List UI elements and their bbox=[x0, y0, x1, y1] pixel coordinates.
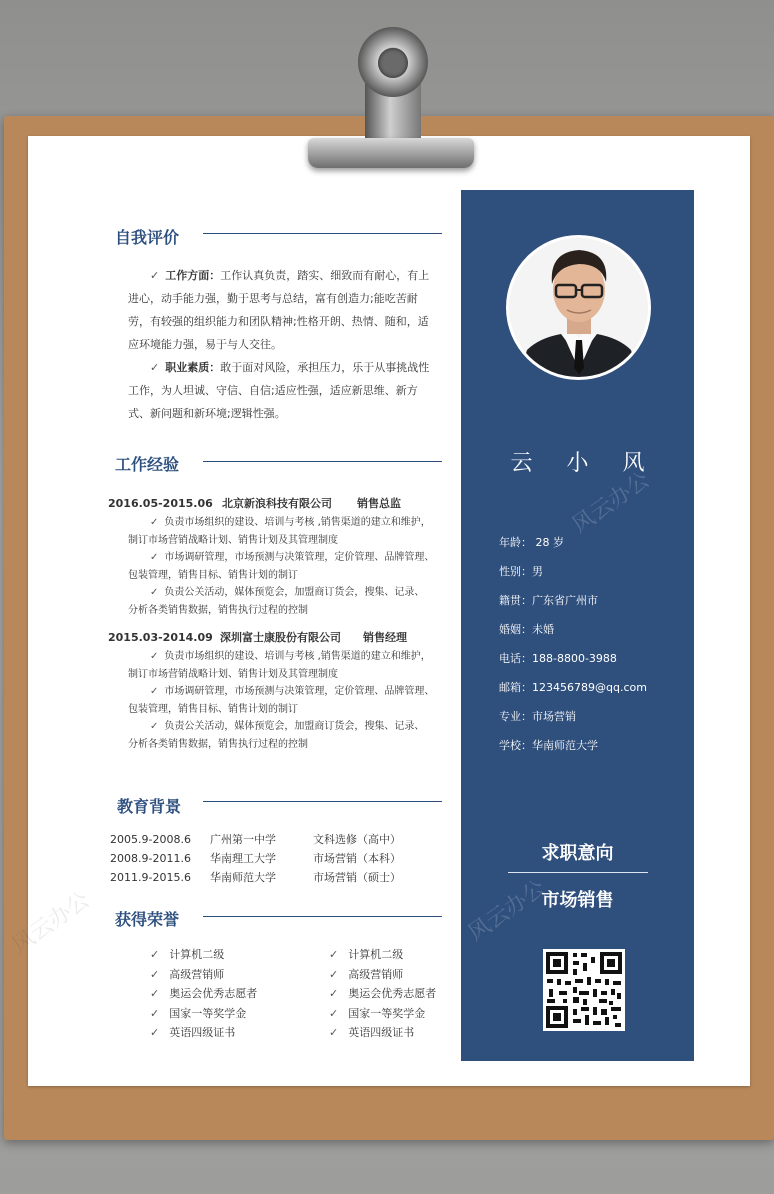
profile-phone: 电话：188-8800-3988 bbox=[499, 652, 617, 665]
binder-clip-base bbox=[308, 138, 474, 168]
qr-code-icon bbox=[543, 949, 625, 1031]
honor-item: ✓ 国家一等奖学金 bbox=[329, 1006, 426, 1020]
honor-item: ✓ 国家一等奖学金 bbox=[150, 1006, 247, 1020]
check-icon: ✓ bbox=[329, 948, 339, 961]
job-period: 2016.05-2015.06 bbox=[108, 497, 213, 510]
check-icon: ✓ bbox=[150, 987, 160, 1000]
check-icon: ✓ bbox=[150, 967, 160, 981]
job-entry bbox=[108, 494, 442, 619]
education-title: 教育背景 bbox=[117, 797, 182, 816]
honor-item: ✓ 高级营销师 bbox=[329, 967, 404, 981]
honor-item: ✓ 奥运会优秀志愿者 bbox=[329, 987, 437, 1000]
check-icon: ✓ bbox=[329, 1006, 339, 1020]
edu-school: 广州第一中学 bbox=[210, 833, 276, 846]
check-icon: ✓ bbox=[150, 686, 159, 697]
duty-line: ✓ 负责市场组织的建设、培训与考核 ,销售渠道的建立和维护， bbox=[150, 651, 431, 662]
experience-title: 工作经验 bbox=[115, 455, 180, 474]
experience-divider bbox=[203, 461, 442, 462]
edu-major: 文科选修（高中） bbox=[313, 833, 401, 846]
education-row bbox=[110, 849, 440, 868]
profile-age: 年龄： 28 岁 bbox=[499, 536, 564, 549]
check-icon: ✓ bbox=[150, 587, 159, 598]
watermark: 风云办公 bbox=[567, 467, 655, 539]
work-text: 工作认真负责，踏实、细致而有耐心，有上进心，动手能力强，勤于思考与总结，富有创造力;能吃苦耐劳，有较强的组织能力和团队精神;性格开朗、热情、随和，适应环境能力强，易于与人交往。 bbox=[128, 269, 430, 351]
check-icon: ✓ bbox=[150, 948, 160, 961]
job-duties bbox=[108, 514, 442, 619]
check-icon: ✓ bbox=[150, 361, 160, 374]
edu-period: 2008.9-2011.6 bbox=[110, 852, 191, 865]
job-duties bbox=[108, 648, 442, 753]
quality-text: 敢于面对风险，承担压力，乐于从事挑战性工作，为人坦诚、守信、自信;适应性强，适应新思维、新方式、新问题和新环境;逻辑性强。 bbox=[128, 361, 430, 420]
job-intent-title: 求职意向 bbox=[541, 843, 614, 864]
honors-divider bbox=[203, 916, 442, 917]
self-eval-title: 自我评价 bbox=[115, 228, 180, 247]
honor-item: ✓ 高级营销师 bbox=[150, 967, 225, 981]
duty-line: ✓ 负责公关活动，媒体预览会，加盟商订货会，搜集、记录、 bbox=[150, 721, 425, 732]
duty-line: 制订市场营销战略计划、销售计划及其管理制度 bbox=[128, 534, 338, 546]
check-icon: ✓ bbox=[329, 987, 339, 1000]
watermark: 风云办公 bbox=[463, 875, 551, 947]
education-divider bbox=[203, 801, 442, 802]
duty-line: ✓ 负责公关活动，媒体预览会，加盟商订货会，搜集、记录、 bbox=[150, 587, 425, 598]
job-intent-value: 市场销售 bbox=[541, 890, 614, 911]
duty-line: ✓ 市场调研管理，市场预测与决策管理，定价管理、品牌管理、 bbox=[150, 552, 435, 563]
profile-major: 专业：市场营销 bbox=[499, 710, 576, 723]
edu-school: 华南理工大学 bbox=[210, 852, 276, 865]
profile-marital: 婚姻：未婚 bbox=[499, 623, 554, 636]
honor-item: ✓ 英语四级证书 bbox=[329, 1026, 415, 1039]
edu-school: 华南师范大学 bbox=[210, 871, 276, 884]
job-period: 2015.03-2014.09 bbox=[108, 631, 213, 644]
duty-line: 包装管理，销售目标、销售计划的制订 bbox=[128, 569, 298, 581]
check-icon: ✓ bbox=[150, 552, 159, 563]
job-company: 北京新浪科技有限公司 bbox=[222, 497, 332, 510]
self-eval-divider bbox=[203, 233, 442, 234]
profile-origin: 籍贯：广东省广州市 bbox=[499, 594, 598, 607]
profile-school: 学校：华南师范大学 bbox=[499, 739, 598, 752]
quality-label: 职业素质： bbox=[165, 361, 221, 374]
self-eval-quality bbox=[128, 356, 434, 425]
check-icon: ✓ bbox=[329, 967, 339, 981]
profile-photo bbox=[509, 238, 648, 377]
honor-item: ✓ 计算机二级 bbox=[329, 948, 404, 961]
duty-line: ✓ 市场调研管理，市场预测与决策管理，定价管理、品牌管理、 bbox=[150, 686, 435, 697]
duty-line: 包装管理，销售目标、销售计划的制订 bbox=[128, 703, 298, 715]
duty-line: ✓ 负责市场组织的建设、培训与考核 ,销售渠道的建立和维护， bbox=[150, 517, 431, 528]
profile-gender: 性别：男 bbox=[499, 565, 543, 578]
job-position: 销售经理 bbox=[363, 631, 407, 644]
honor-item: ✓ 奥运会优秀志愿者 bbox=[150, 987, 258, 1000]
honor-item: ✓ 英语四级证书 bbox=[150, 1026, 236, 1039]
job-header bbox=[108, 628, 442, 648]
job-position: 销售总监 bbox=[357, 497, 401, 510]
edu-major: 市场营销（本科） bbox=[313, 852, 401, 865]
check-icon: ✓ bbox=[150, 1006, 160, 1020]
job-entry bbox=[108, 628, 442, 753]
job-company: 深圳富士康股份有限公司 bbox=[220, 631, 341, 644]
edu-period: 2011.9-2015.6 bbox=[110, 871, 191, 884]
check-icon: ✓ bbox=[150, 651, 159, 662]
duty-line: 分析各类销售数据，销售执行过程的控制 bbox=[128, 738, 308, 750]
check-icon: ✓ bbox=[329, 1026, 339, 1039]
edu-period: 2005.9-2008.6 bbox=[110, 833, 191, 846]
honors-title: 获得荣誉 bbox=[115, 910, 180, 929]
work-label: 工作方面： bbox=[165, 269, 221, 282]
watermark: 风云办公 bbox=[7, 887, 95, 959]
profile-email: 邮箱：123456789@qq.com bbox=[499, 681, 647, 694]
duty-line: 分析各类销售数据，销售执行过程的控制 bbox=[128, 604, 308, 616]
duty-line: 制订市场营销战略计划、销售计划及其管理制度 bbox=[128, 668, 338, 680]
check-icon: ✓ bbox=[150, 269, 160, 282]
check-icon: ✓ bbox=[150, 721, 159, 732]
check-icon: ✓ bbox=[150, 517, 159, 528]
self-eval-work bbox=[128, 264, 434, 356]
education-row bbox=[110, 868, 440, 887]
check-icon: ✓ bbox=[150, 1026, 160, 1039]
profile-name: 云小风 bbox=[510, 451, 679, 476]
education-row bbox=[110, 830, 440, 849]
binder-clip-hole bbox=[378, 48, 408, 78]
edu-major: 市场营销（硕士） bbox=[313, 871, 401, 884]
honor-item: ✓ 计算机二级 bbox=[150, 948, 225, 961]
job-header bbox=[108, 494, 442, 514]
